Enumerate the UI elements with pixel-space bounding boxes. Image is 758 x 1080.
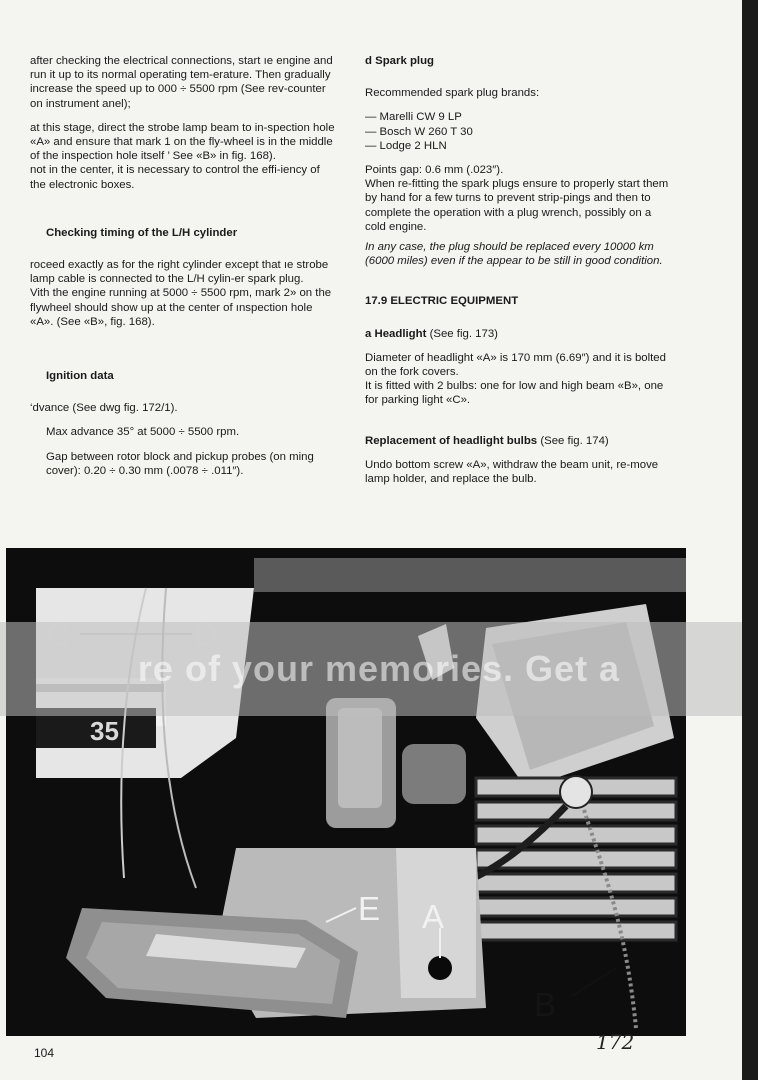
- paragraph: after checking the electrical connections, start ıe engine and run it up to its normal operating tem-erature. Then gradually increase the speed up to 000 ÷ 5500 rpm (See rev-counter on instrument anel);: [30, 55, 333, 110]
- section-heading: [365, 434, 675, 448]
- plate-number: 35: [90, 716, 119, 746]
- section-heading: Checking timing of the L/H cylinder: [46, 226, 238, 239]
- paragraph: Max advance 35° at 5000 ÷ 5500 rpm.: [46, 426, 240, 439]
- paragraph: Gap between rotor block and pickup probes (on ming cover): 0.20 ÷ 0.30 mm (.0078 ÷ .011″).: [46, 450, 314, 477]
- photo-label-a: A: [422, 898, 445, 935]
- paragraph: roceed exactly as for the right cylinder except that ıe strobe lamp cable is connected to the L/H cylin-er spark plug.: [30, 259, 329, 286]
- page-edge-shadow: [742, 0, 758, 1080]
- figure-reference: (See fig. 174): [537, 434, 609, 447]
- section-heading: d Spark plug: [365, 55, 434, 67]
- paragraph: Diameter of headlight «A» is 170 mm (6.69″) and it is bolted on the fork covers.: [365, 351, 666, 379]
- section-heading: [365, 327, 675, 341]
- list-item: — Lodge 2 HLN: [365, 139, 447, 152]
- right-column: [365, 54, 675, 486]
- paragraph: not in the center, it is necessary to control the effi-iency of the electronic boxes.: [30, 164, 320, 191]
- paragraph: Vith the engine running at 5000 ÷ 5500 rpm, mark 2» on the flywheel should show up at the center of ınspection hole «A». (See «B», fig. 168).: [30, 287, 332, 328]
- paragraph: Recommended spark plug brands:: [365, 87, 540, 100]
- watermark-banner: re of your memories. Get a: [0, 622, 758, 716]
- list-item: — Marelli CW 9 LP: [365, 111, 462, 124]
- left-column: [30, 54, 336, 478]
- paragraph: Undo bottom screw «A», withdraw the beam unit, re-move lamp holder, and replace the bulb.: [365, 458, 659, 486]
- paragraph: In any case, the plug should be replaced every 10000 km (6000 miles) even if the appear to be still in good condition.: [365, 241, 663, 268]
- paragraph: at this stage, direct the strobe lamp beam to in-spection hole «A» and ensure that mark 1 on the fly-wheel is in the middle of the inspection hole itself ’ See «B» in fig. 168).: [30, 121, 335, 163]
- section-heading: 17.9 ELECTRIC EQUIPMENT: [365, 295, 519, 308]
- paragraph: It is fitted with 2 bulbs: one for low and high beam «B», one for parking light «C».: [365, 380, 664, 407]
- figure-number: 172: [596, 1030, 635, 1054]
- section-heading: Ignition data: [46, 370, 114, 383]
- paragraph: When re-fitting the spark plugs ensure to properly start them by hand for a few turns to prevent strip-pings and then to complete the operation with a plug wrench, possibly on a cold engine.: [365, 178, 669, 233]
- photo-label-e: E: [358, 890, 381, 927]
- page-number: 104: [34, 1046, 55, 1060]
- list-item: — Bosch W 260 T 30: [365, 125, 473, 138]
- photo-label-b: B: [534, 986, 557, 1023]
- figure-reference: (See fig. 173): [426, 327, 498, 340]
- paragraph: Points gap: 0.6 mm (.023″).: [365, 164, 504, 177]
- paragraph: ‘dvance (See dwg fig. 172/1).: [30, 402, 178, 415]
- subsection-title: Replacement of headlight bulbs: [365, 434, 538, 447]
- subsection-title: a Headlight: [365, 327, 427, 340]
